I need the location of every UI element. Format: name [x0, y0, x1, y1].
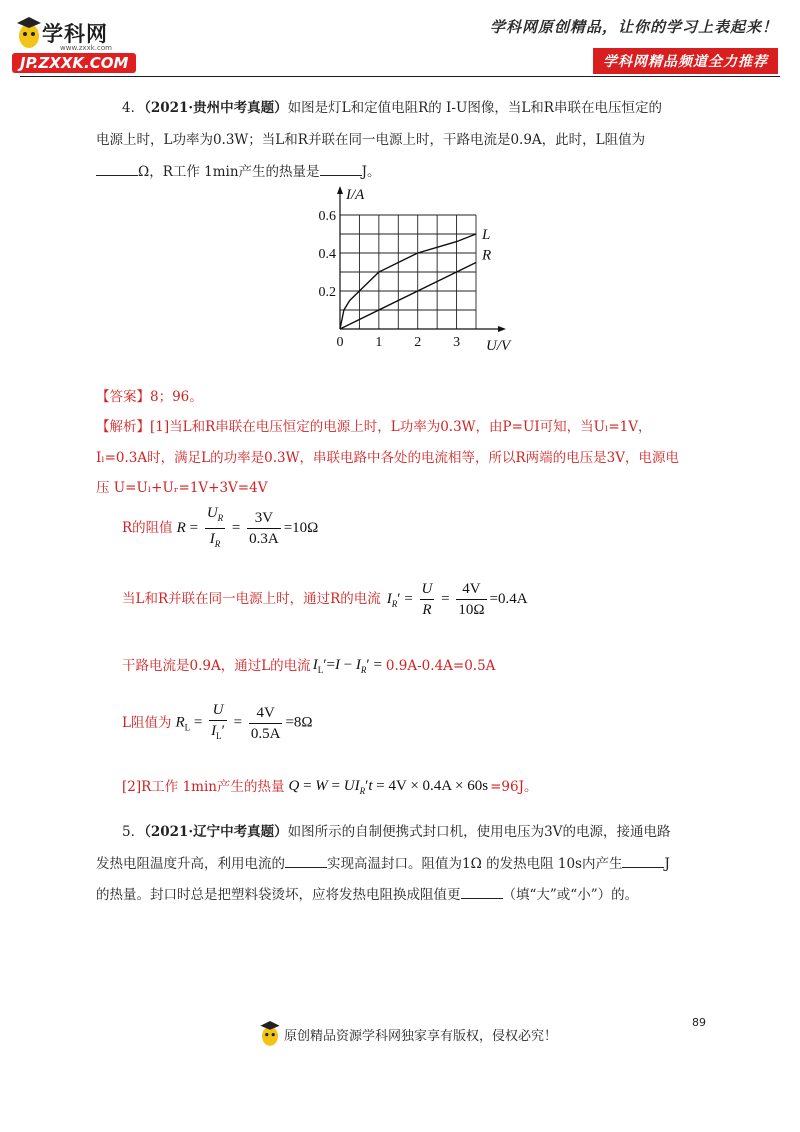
x-tick-label: 2 [414, 335, 422, 350]
q4-source: （2021·贵州中考真题） [144, 100, 288, 116]
header-slogan: 学科网原创精品，让你的学习上表起来！ [489, 18, 778, 36]
analysis-line3: 压 U=Uₗ+Uᵣ=1V+3V=4V [96, 480, 268, 496]
rl-label: L阻值为 [122, 715, 172, 731]
parallel-label: 当L和R并联在同一电源上时，通过R的电流 [122, 591, 381, 607]
x-tick-label: 0 [336, 335, 344, 350]
answer-text: 8；96。 [150, 389, 203, 405]
q4-text3b: J。 [361, 164, 381, 180]
series-line-R [340, 263, 476, 330]
q5-text2a: 发热电阻温度升高，利用电流的 [96, 856, 285, 872]
q4-text1: 如图是灯L和定值电阻R的 I-U图像，当L和R串联在电压恒定的 [287, 100, 662, 116]
par-den: 10Ω [458, 601, 485, 618]
heat-expr: = 4V × 0.4A × 60s [376, 778, 489, 794]
main-current-formula: $I_L'=I - I_R'$ = [312, 657, 382, 675]
q5-blank-2 [622, 853, 664, 868]
y-tick-label: 0.2 [318, 285, 336, 300]
q5-source: （2021·辽宁中考真题） [144, 824, 288, 840]
r-resistance-label: R的阻值 [122, 520, 173, 536]
rl-result: =8Ω [285, 714, 313, 731]
q4-line2: 电源上时，L功率为0.3W；当L和R并联在同一电源上时，干路电流是0.9A，此时，L阻值为 [96, 132, 646, 148]
q4-number: 4． [122, 100, 145, 116]
rl-num: 4V [249, 703, 283, 724]
r-resistance-row [122, 503, 318, 553]
x-axis-label: U/V [486, 338, 511, 354]
main-current-result: 0.9A-0.4A=0.5A [385, 658, 496, 674]
q5-blank-1 [285, 853, 327, 868]
parallel-formula: $I_R'$ = $\frac{U}{R}$ = $\frac{4V}{10\Omega}$ =0.4A [386, 580, 528, 618]
par-result: =0.4A [489, 590, 528, 607]
heat-result: =96J。 [490, 779, 538, 795]
q5-line1 [122, 822, 670, 842]
header [0, 0, 800, 80]
heat-formula: $Q = W = UI_R't = 4V \times 0.4A \times 60s$ [288, 778, 489, 796]
footer-copyright: 原创精品资源学科网独家享有版权，侵权必究！ [284, 1029, 558, 1044]
y-axis-arrow [337, 186, 343, 194]
r-num: 3V [247, 508, 281, 529]
rl-row [122, 697, 313, 749]
parallel-current-row [122, 573, 528, 625]
q5-text2b: 实现高温封口。阻值为1Ω 的发热电阻 10s内产生 [327, 856, 623, 872]
r-result: =10Ω [283, 519, 319, 536]
q5-text1: 如图所示的自制便携式封口机，使用电压为3V的电源，接通电路 [287, 824, 671, 840]
y-axis-label: I/A [346, 187, 365, 203]
header-divider [20, 76, 780, 77]
x-tick-label: 3 [453, 335, 461, 350]
q5-number: 5． [122, 824, 145, 840]
q5-blank-3 [461, 884, 503, 899]
analysis-line1 [96, 417, 651, 437]
series-label-R: R [482, 247, 492, 264]
analysis-line2: Iₗ=0.3A时，满足L的功率是0.3W，串联电路中各处的电流相等，所以R两端的电压是3V，电源电 [96, 450, 679, 466]
y-tick-label: 0.4 [318, 247, 336, 262]
q4-line1 [122, 98, 662, 118]
answer-line [96, 387, 203, 407]
header-banner: 学科网精品频道全力推荐 [593, 48, 778, 74]
series-line-L [340, 234, 476, 329]
q4-line3 [96, 161, 380, 182]
main-current-row [122, 656, 495, 676]
q4-blank-2 [320, 161, 362, 176]
q5-text3b: （填“大”或“小”）的。 [502, 887, 639, 903]
y-tick-label: 0.6 [318, 209, 336, 224]
heat-row [122, 777, 538, 797]
r-formula: R = $\frac{U_R}{I_R}$ = $\frac{3V}{0.3A}$ =10Ω [176, 504, 319, 549]
heat-label: [2]R工作 1min产生的热量 [122, 779, 285, 795]
mascot-icon [14, 14, 44, 50]
main-current-label: 干路电流是0.9A，通过L的电流 [122, 658, 311, 674]
rl-den: 0.5A [250, 725, 281, 742]
footer-mascot-icon [258, 1018, 282, 1048]
x-tick-label: 1 [375, 335, 383, 350]
iu-chart [318, 184, 528, 356]
analysis-label: 【解析】 [96, 419, 150, 435]
logo-url-badge: JP.ZXXK.COM [12, 53, 136, 73]
logo-small-url: www.zxxk.com [60, 44, 112, 52]
q4-blank-1 [96, 161, 138, 176]
r-den: 0.3A [249, 530, 279, 547]
q5-line3 [96, 884, 638, 905]
q5-line2 [96, 853, 670, 874]
analysis-text1: [1]当L和R串联在电压恒定的电源上时，L功率为0.3W，由P=UI可知，当Uₗ=1V， [150, 419, 652, 435]
series-label-L: L [482, 227, 491, 243]
answer-label: 【答案】 [96, 389, 150, 405]
q4-text3a: Ω，R工作 1min产生的热量是 [138, 164, 320, 180]
logo-text: 学科网 [42, 22, 108, 46]
q5-text2c: J [664, 856, 670, 872]
rl-formula: $R_L$ = $\frac{U}{I_L'}$ = $\frac{4V}{0.5A}$ =8Ω [175, 702, 313, 742]
page-number: 89 [692, 1016, 706, 1029]
q5-text3a: 的热量。封口时总是把塑料袋烫坏，应将发热电阻换成阻值更 [96, 887, 461, 903]
x-axis-arrow [498, 326, 506, 332]
par-num: 4V [456, 579, 486, 600]
